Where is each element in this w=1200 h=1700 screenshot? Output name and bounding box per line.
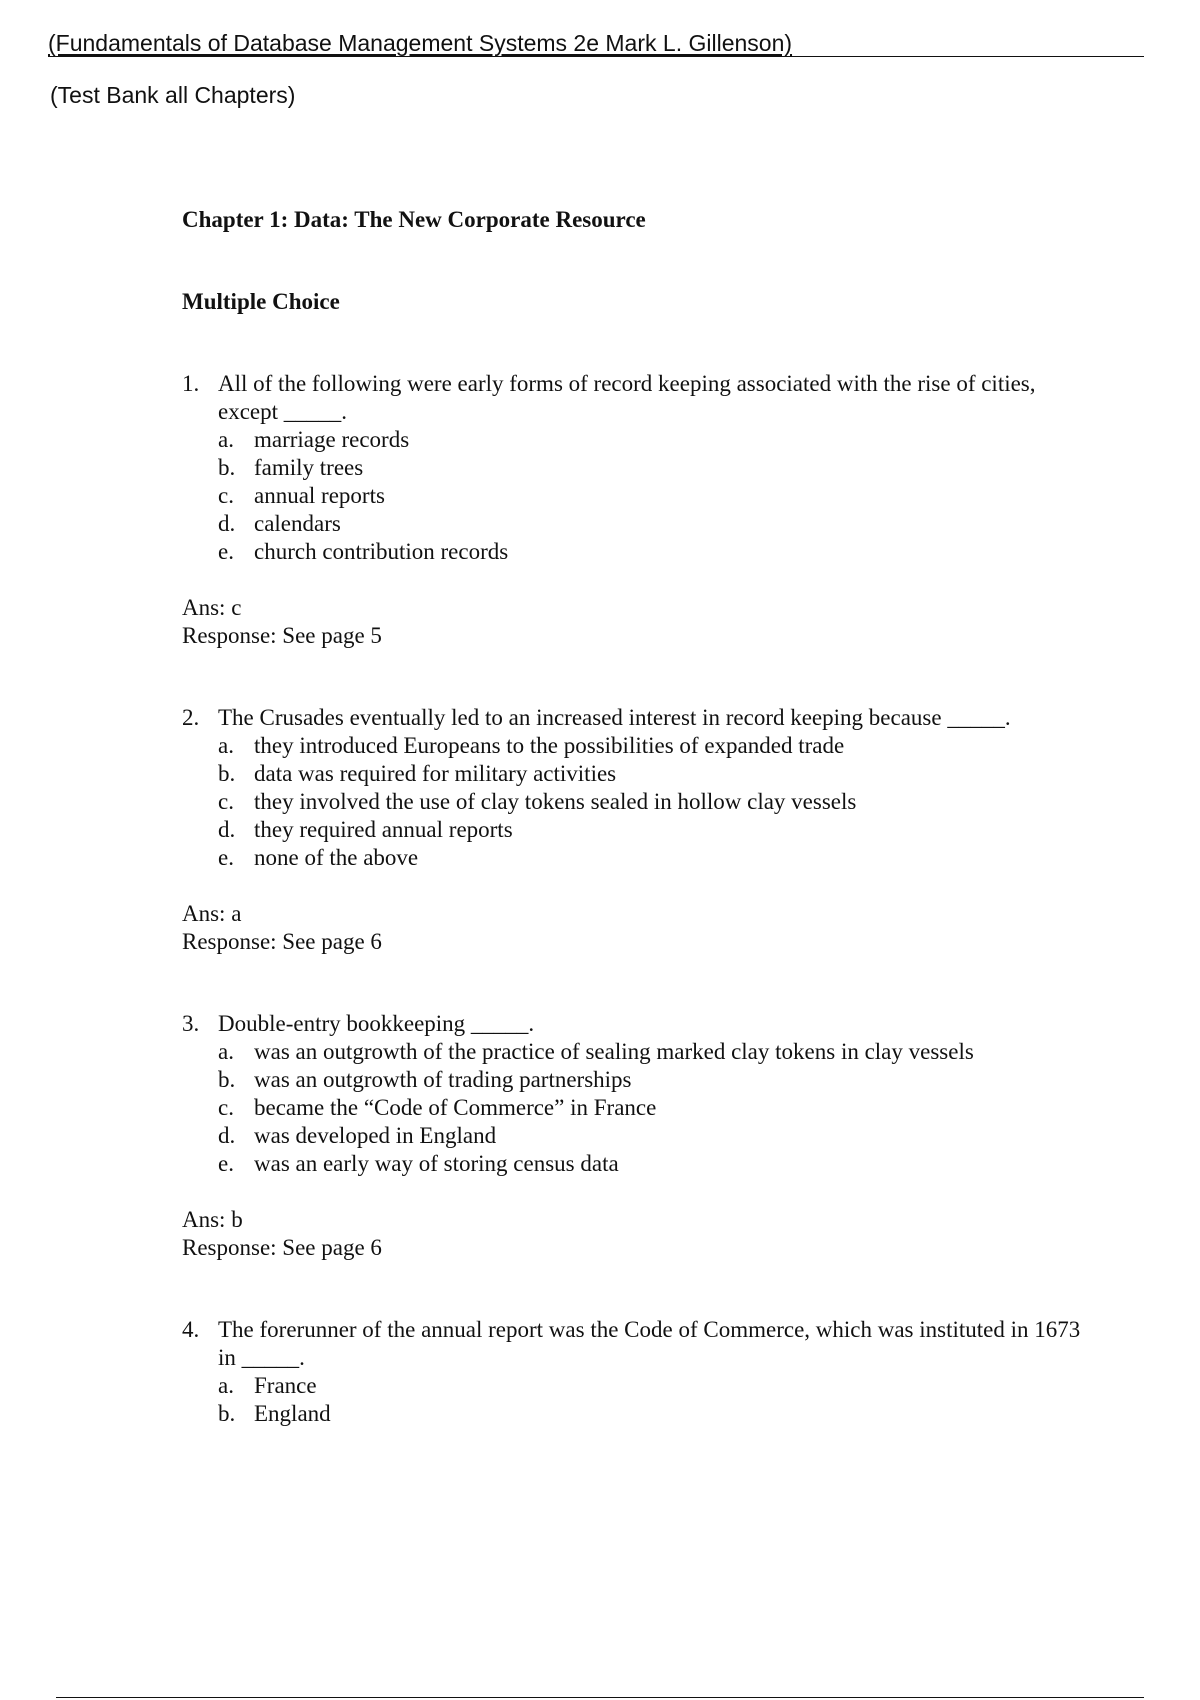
option-item — [182, 760, 1082, 788]
option-text: they introduced Europeans to the possibilities of expanded trade — [254, 733, 845, 758]
option-letter: b. — [218, 1067, 236, 1092]
question-number: 3. — [182, 1011, 200, 1036]
option-letter: b. — [218, 1401, 236, 1426]
question-number: 4. — [182, 1317, 200, 1342]
option-item — [182, 510, 1082, 538]
document-header-subtitle: (Test Bank all Chapters) — [50, 82, 296, 108]
document-header-title: (Fundamentals of Database Management Systems 2e Mark L. Gillenson) — [48, 30, 793, 56]
option-letter: e. — [218, 1151, 234, 1176]
answer-block — [182, 1206, 1082, 1262]
option-letter: a. — [218, 733, 234, 758]
option-text: none of the above — [254, 845, 419, 870]
question-text: All of the following were early forms of record keeping associated with the rise of cities, except _____. — [218, 371, 1036, 424]
option-letter: c. — [218, 789, 234, 814]
option-list — [182, 1038, 1082, 1178]
question-4 — [182, 1316, 1082, 1428]
option-letter: d. — [218, 817, 236, 842]
option-item — [182, 482, 1082, 510]
option-text: was developed in England — [254, 1123, 497, 1148]
option-letter: b. — [218, 761, 236, 786]
option-letter: e. — [218, 845, 234, 870]
answer-block — [182, 900, 1082, 956]
option-item — [182, 1094, 1082, 1122]
option-letter: e. — [218, 539, 234, 564]
option-text: became the “Code of Commerce” in France — [254, 1095, 657, 1120]
option-letter: c. — [218, 483, 234, 508]
option-item — [182, 1066, 1082, 1094]
option-item — [182, 844, 1082, 872]
answer-key: Ans: b — [182, 1207, 243, 1232]
option-item — [182, 1372, 1082, 1400]
question-text: The forerunner of the annual report was the Code of Commerce, which was instituted in 1673 in _____. — [218, 1317, 1081, 1370]
option-item — [182, 732, 1082, 760]
option-item — [182, 1122, 1082, 1150]
option-item — [182, 426, 1082, 454]
question-stem — [182, 1316, 1082, 1372]
option-letter: b. — [218, 455, 236, 480]
option-text: data was required for military activities — [254, 761, 617, 786]
question-number: 2. — [182, 705, 200, 730]
option-text: England — [254, 1401, 331, 1426]
question-2 — [182, 704, 1082, 956]
page-content — [182, 206, 1082, 1428]
option-letter: a. — [218, 427, 234, 452]
option-item — [182, 788, 1082, 816]
option-letter: d. — [218, 1123, 236, 1148]
option-text: family trees — [254, 455, 364, 480]
question-number: 1. — [182, 371, 200, 396]
option-list — [182, 1372, 1082, 1428]
option-item — [182, 1150, 1082, 1178]
answer-response: Response: See page 5 — [182, 623, 382, 648]
option-list — [182, 732, 1082, 872]
question-1 — [182, 370, 1082, 650]
option-text: France — [254, 1373, 317, 1398]
option-text: marriage records — [254, 427, 410, 452]
option-text: they involved the use of clay tokens sealed in hollow clay vessels — [254, 789, 857, 814]
option-item — [182, 816, 1082, 844]
question-stem — [182, 1010, 1082, 1038]
option-text: calendars — [254, 511, 341, 536]
option-text: was an outgrowth of the practice of sealing marked clay tokens in clay vessels — [254, 1039, 974, 1064]
option-text: they required annual reports — [254, 817, 513, 842]
section-title: Multiple Choice — [182, 289, 340, 314]
answer-key: Ans: c — [182, 595, 242, 620]
option-item — [182, 454, 1082, 482]
option-letter: a. — [218, 1373, 234, 1398]
header-divider — [48, 56, 1144, 57]
option-letter: a. — [218, 1039, 234, 1064]
answer-key: Ans: a — [182, 901, 242, 926]
option-text: was an outgrowth of trading partnerships — [254, 1067, 632, 1092]
chapter-title: Chapter 1: Data: The New Corporate Resource — [182, 207, 646, 232]
footer-divider — [56, 1697, 1144, 1698]
answer-block — [182, 594, 1082, 650]
question-stem — [182, 370, 1082, 426]
option-item — [182, 1400, 1082, 1428]
option-letter: d. — [218, 511, 236, 536]
answer-response: Response: See page 6 — [182, 929, 382, 954]
question-text: The Crusades eventually led to an increased interest in record keeping because _____. — [218, 705, 1011, 730]
question-3 — [182, 1010, 1082, 1262]
option-text: was an early way of storing census data — [254, 1151, 619, 1176]
question-stem — [182, 704, 1082, 732]
option-text: church contribution records — [254, 539, 509, 564]
option-text: annual reports — [254, 483, 385, 508]
option-list — [182, 426, 1082, 566]
option-item — [182, 538, 1082, 566]
answer-response: Response: See page 6 — [182, 1235, 382, 1260]
option-letter: c. — [218, 1095, 234, 1120]
option-item — [182, 1038, 1082, 1066]
question-text: Double-entry bookkeeping _____. — [218, 1011, 535, 1036]
